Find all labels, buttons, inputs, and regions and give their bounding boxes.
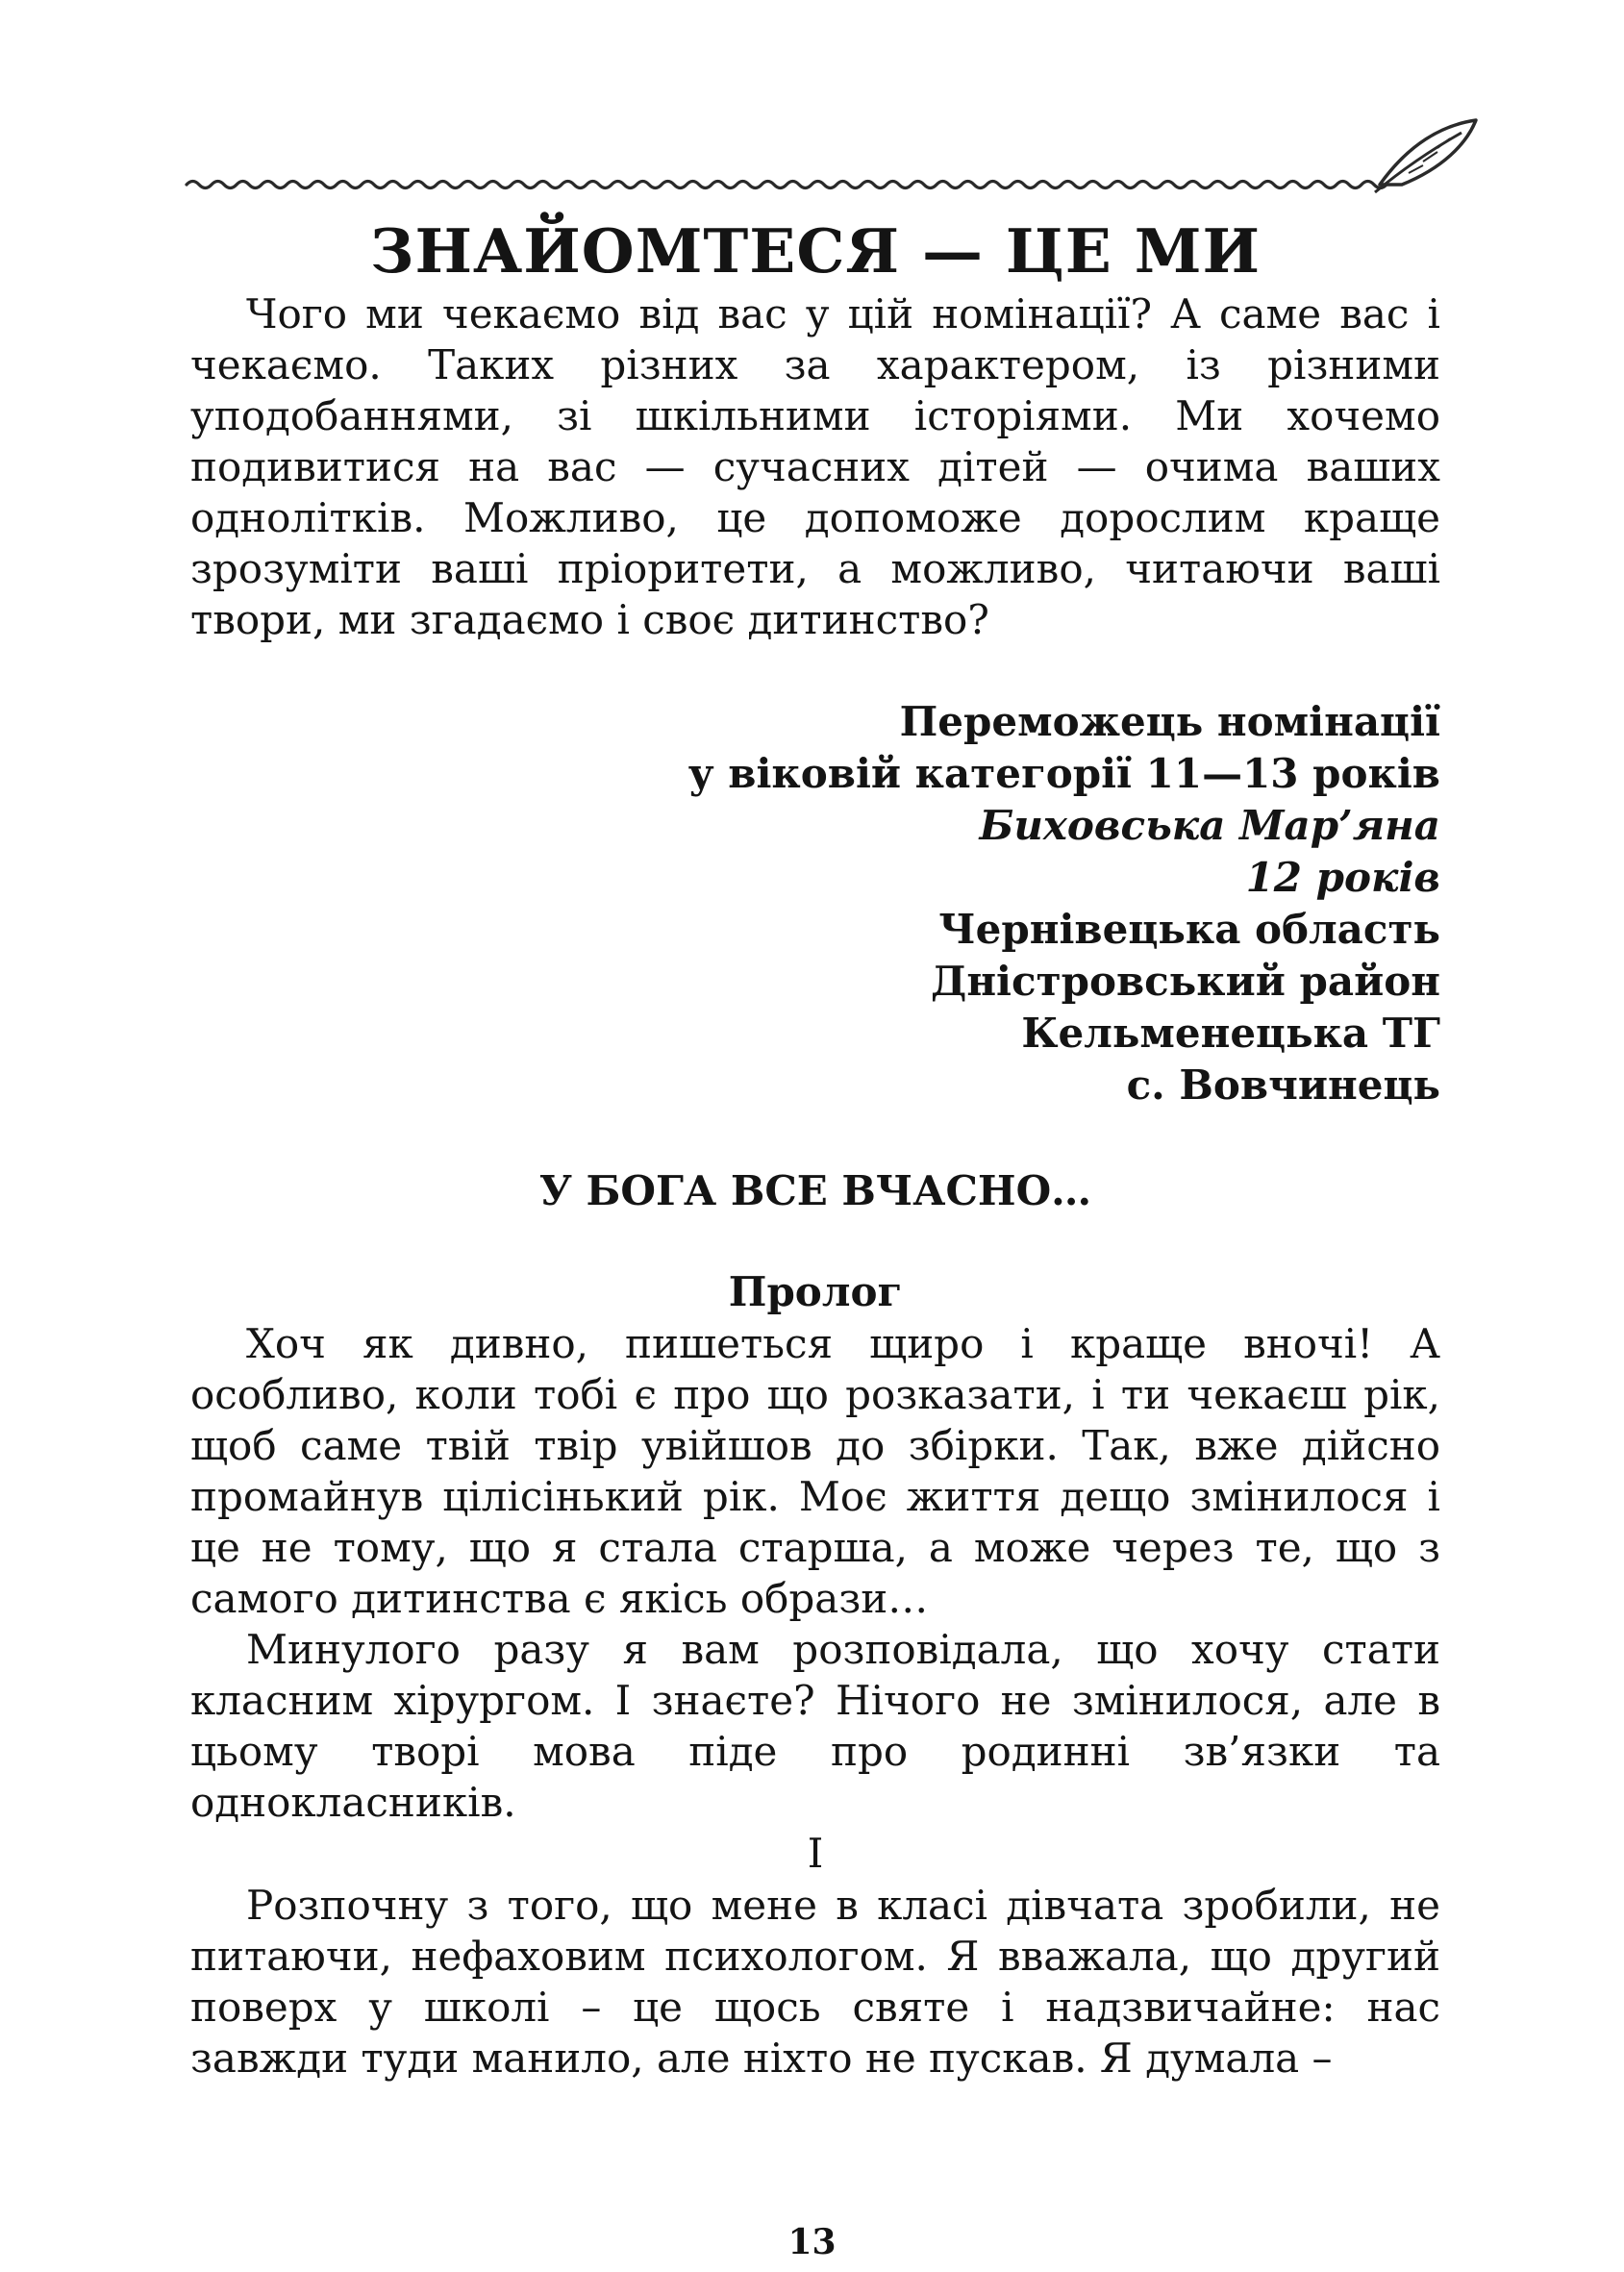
author-region: Чернівецька область bbox=[938, 906, 1440, 953]
page-content bbox=[190, 213, 1440, 2084]
author-community: Кельменецька ТГ bbox=[1021, 1010, 1440, 1057]
author-village: с. Вовчинець bbox=[1126, 1061, 1440, 1109]
author-age: 12 років bbox=[1245, 854, 1440, 901]
section-numeral: І bbox=[807, 1830, 824, 1877]
intro-paragraph: Чого ми чекаємо від вас у цій номінації? А саме вас і чекаємо. Таких різних за характером, із різними уподобаннями, зі шкільними історіями. Ми хочемо подивитися на вас — сучасних дітей — очима ваших однолітків. Можливо, це допоможе дорослим краще зрозуміти ваші пріоритети, а можливо, читаючи ваші твори, ми згадаємо і своє дитинство? bbox=[190, 290, 1440, 643]
author-block bbox=[190, 696, 1440, 1111]
story-title: У БОГА ВСЕ ВЧАСНО… bbox=[538, 1167, 1092, 1214]
author-name: Биховська Мар’яна bbox=[979, 802, 1440, 849]
quill-icon bbox=[1375, 120, 1476, 192]
prologue-paragraph-2: Минулого разу я вам розповідала, що хочу стати класним хірургом. І знаєте? Нічого не змінилося, але в цьому творі мова піде про родинні зв’язки та однокласників. bbox=[190, 1626, 1440, 1826]
section-paragraph-1: Розпочну з того, що мене в класі дівчата зробили, не питаючи, нефаховим психологом. Я вважала, що другий поверх у школі – це щось святе і надзвичайне: нас завжди туди манило, але ніхто не пускав. Я думала – bbox=[190, 1882, 1440, 2082]
page-title: ЗНАЙОМТЕСЯ — ЦЕ МИ bbox=[370, 215, 1261, 287]
prologue-heading: Пролог bbox=[728, 1268, 903, 1315]
page-number: 13 bbox=[787, 2222, 837, 2262]
award-label: Переможець номінації bbox=[899, 698, 1440, 745]
wavy-line-with-quill-icon bbox=[183, 115, 1490, 202]
prologue-paragraph-1: Хоч як дивно, пишеться щиро і краще вночі! А особливо, коли тобі є про що розказати, і ти чекаєш рік, щоб саме твій твір увійшов до збірки. Так, вже дійсно промайнув цілісінький рік. Моє життя дещо змінилося і це не тому, що я стала старша, а може через те, що з самого дитинства є якісь образи… bbox=[190, 1320, 1440, 1622]
age-category: у віковій категорії 11—13 років bbox=[687, 750, 1440, 797]
author-district: Дністровський район bbox=[930, 958, 1440, 1005]
